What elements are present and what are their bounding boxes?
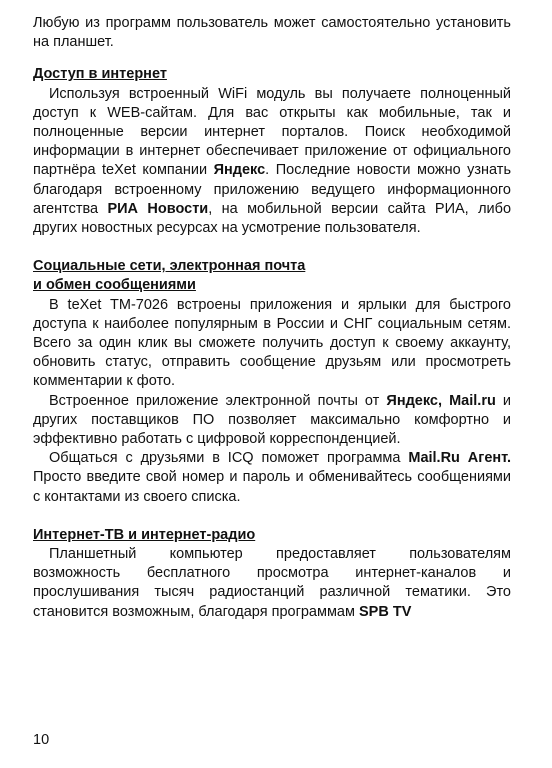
intro-text: Любую из программ пользователь может самостоятельно установить на планшет. [33,15,511,51]
social-networks-paragraph: В teXet TM-7026 встроены приложения и ярлыки для быстрого доступа к наиболее популярным в России и СНГ социальным сетям. Всего за один клик вы сможете получить доступ к своему аккаунту, обновить статус, отправить сообщение друзьям или просмотреть комментарии к фото. [33,296,511,390]
intro-paragraph [33,14,511,52]
brand-spb-tv: SPB TV [359,603,412,620]
brand-mailru-agent: Mail.Ru Агент. [408,450,511,467]
section-heading-social-networks-line1: Социальные сети, электронная почта [33,258,306,275]
email-paragraph: Встроенное приложение электронной почты от Яндекс, Mail.ru и других поставщиков ПО позволяет максимально комфортно и эффективно работать с цифровой корреспонденцией. [33,392,511,448]
internet-access-paragraph: Используя встроенный WiFi модуль вы получаете полноценный доступ к WEB-сайтам. Для вас открыты как мобильные, так и полноценные версии интернет порталов. Поиск необходимой информации в интернет обеспечивает приложение от официального партнёра teXet компании Яндекс. Последние новости можно узнать благодаря встроенному приложению ведущего информационного агентства РИА Новости, на мобильной версии сайта РИА, либо других новостных ресурсах на усмотрение пользователя. [33,85,512,237]
section-internet-tv-radio [33,526,511,622]
internet-tv-paragraph: Планшетный компьютер предоставляет пользователям возможность бесплатного просмотра интернет-каналов и прослушивания тысяч радиостанций различной тематики. Это становится возможным, благодаря программам SPB TV [33,546,511,620]
brand-yandex: Яндекс [213,162,266,179]
brand-yandex-mailru: Яндекс, Mail.ru [386,392,496,409]
section-heading-internet-tv-radio: Интернет-ТВ и интернет-радио [33,526,256,543]
icq-paragraph: Общаться с друзьями в ICQ поможет программа Mail.Ru Агент. Просто введите свой номер и пароль и обменивайтесь сообщениями с контактами из своего списка. [33,450,511,505]
page-number: 10 [33,732,50,748]
document-page [33,14,511,622]
section-heading-social-networks-line2: и обмен сообщениями [33,277,196,294]
section-heading-internet-access: Доступ в интернет [33,66,167,83]
section-internet-access [33,65,511,238]
section-social-networks [33,257,511,507]
brand-ria-novosti: РИА Новости [107,200,209,217]
